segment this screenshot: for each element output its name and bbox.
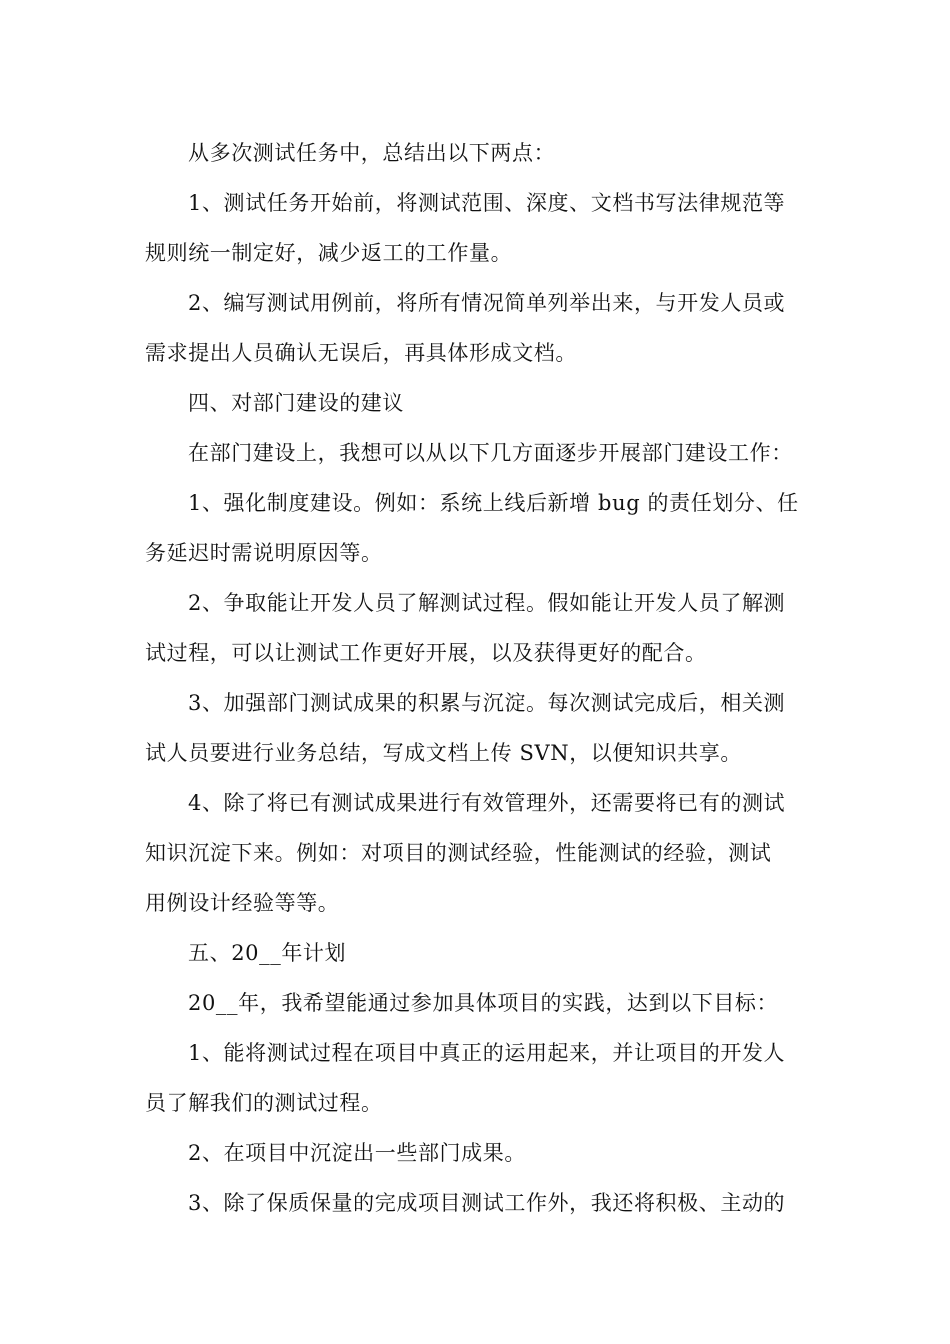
dept-item-1-line-2: 务延迟时需说明原因等。: [145, 541, 383, 565]
dept-item-3-line-1: 3、加强部门测试成果的积累与沉淀。每次测试完成后，相关测: [188, 691, 786, 715]
section-heading-5: 五、20__年计划: [188, 941, 347, 965]
dept-item-3-line-2: 试人员要进行业务总结，写成文档上传 SVN，以便知识共享。: [145, 741, 742, 765]
dept-item-4-line-3: 用例设计经验等等。: [145, 891, 340, 915]
paragraph-intro-summary: 从多次测试任务中，总结出以下两点：: [188, 141, 556, 165]
paragraph-plan-intro: 20__年，我希望能通过参加具体项目的实践，达到以下目标：: [188, 991, 779, 1015]
plan-item-2-line-1: 2、在项目中沉淀出一些部门成果。: [188, 1141, 526, 1165]
list-item-1-line-1: 1、测试任务开始前，将测试范围、深度、文档书写法律规范等: [188, 191, 786, 215]
dept-item-2-line-1: 2、争取能让开发人员了解测试过程。假如能让开发人员了解测: [188, 591, 786, 615]
plan-item-3-line-1: 3、除了保质保量的完成项目测试工作外，我还将积极、主动的: [188, 1191, 786, 1215]
dept-item-4-line-2: 知识沉淀下来。例如：对项目的测试经验，性能测试的经验，测试: [145, 841, 772, 865]
plan-item-1-line-1: 1、能将测试过程在项目中真正的运用起来，并让项目的开发人: [188, 1041, 786, 1065]
dept-item-1-line-1: 1、强化制度建设。例如：系统上线后新增 bug 的责任划分、任: [188, 491, 799, 515]
section-heading-4: 四、对部门建设的建议: [188, 391, 404, 415]
dept-item-4-line-1: 4、除了将已有测试成果进行有效管理外，还需要将已有的测试: [188, 791, 786, 815]
document-body: [145, 128, 810, 1228]
paragraph-dept-intro: 在部门建设上，我想可以从以下几方面逐步开展部门建设工作：: [188, 441, 793, 465]
list-item-2-line-2: 需求提出人员确认无误后，再具体形成文档。: [145, 341, 577, 365]
list-item-1-line-2: 规则统一制定好，减少返工的工作量。: [145, 241, 513, 265]
dept-item-2-line-2: 试过程，可以让测试工作更好开展，以及获得更好的配合。: [145, 641, 707, 665]
list-item-2-line-1: 2、编写测试用例前，将所有情况简单列举出来，与开发人员或: [188, 291, 786, 315]
plan-item-1-line-2: 员了解我们的测试过程。: [145, 1091, 383, 1115]
